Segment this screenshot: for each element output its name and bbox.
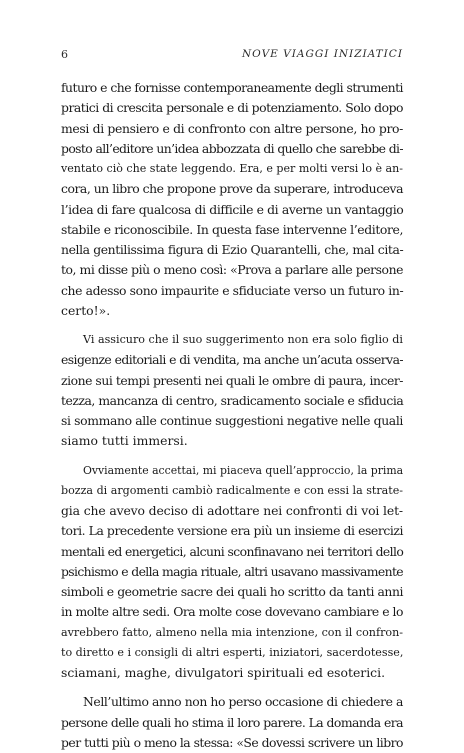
text-line: tori. La precedente versione era più un insieme di esercizi — [61, 523, 404, 539]
text-line: to diretto e i consigli di altri esperti, iniziatori, sacerdotesse, — [61, 645, 404, 659]
text-line: futuro e che fornisse contemporaneamente degli strumenti — [61, 80, 403, 95]
text-line: psichismo e della magia rituale, altri usavano massivamente — [61, 563, 404, 579]
paragraph — [61, 692, 403, 753]
text-line: bozza di argomenti cambiò radicalmente e con essi la strate- — [61, 483, 403, 497]
text-line: in molte altre sedi. Ora molte cose dovevano cambiare e lo — [61, 604, 403, 620]
text-line: mentali ed energetici, alcuni sconfinavano nei territori dello — [61, 543, 404, 559]
text-line: posto all’editore un’idea abbozzata di quello che sarebbe di- — [61, 140, 403, 156]
text-line: mesi di pensiero e di confronto con altre persone, ho pro- — [61, 120, 403, 136]
text-line: si sommano alle continue suggestioni negative nelle quali — [61, 413, 403, 428]
text-line: cora, un libro che propone prove da superare, introduceva — [61, 181, 403, 197]
text-line: Ovviamente accettai, mi piaceva quell’approccio, la prima — [83, 463, 404, 477]
text-line: esigenze editoriali e di vendita, ma anche un’acuta osserva- — [61, 352, 404, 368]
body-text — [61, 78, 403, 753]
text-line: tezza, mancanza di centro, sradicamento sociale e sfiducia — [61, 392, 404, 408]
running-title: NOVE VIAGGI INIZIATICI — [241, 48, 403, 60]
page-header — [61, 48, 403, 62]
text-line: per tutti più o meno la stessa: «Se dovessi scrivere un libro — [61, 734, 403, 750]
text-line: certo!». — [61, 302, 111, 318]
text-line: stabile e riconoscibile. In questa fase intervenne l’editore, — [61, 221, 403, 237]
text-line: pratici di crescita personale e di potenziamento. Solo dopo — [61, 100, 404, 116]
text-line: zione sui tempi presenti nei quali le ombre di paura, incer- — [61, 372, 404, 388]
text-line: sciamani, maghe, divulgatori spirituali ed esoterici. — [61, 665, 386, 680]
paragraph — [61, 78, 403, 321]
text-line: l’idea di fare qualcosa di difficile e di averne un vantaggio — [61, 201, 404, 217]
text-line: siamo tutti immersi. — [61, 433, 188, 449]
paragraph — [61, 330, 403, 452]
text-line: ventato ciò che state leggendo. Era, e per molti versi lo è an- — [61, 162, 403, 175]
text-line: nella gentilissima figura di Ezio Quarantelli, che, mal cita- — [61, 242, 404, 257]
text-line: Vi assicuro che il suo suggerimento non era solo figlio di — [83, 333, 403, 346]
text-line: che adesso sono impaurite e sfiduciate verso un futuro in- — [61, 282, 404, 298]
text-line: avrebbero fatto, almeno nella mia intenzione, con il confron- — [61, 625, 404, 639]
page-number: 6 — [61, 48, 68, 61]
text-line: simboli e geometrie sacre dei quali ho scritto da tanti anni — [61, 584, 404, 599]
text-line: to, mi disse più o meno così: «Prova a parlare alle persone — [61, 262, 403, 278]
text-line: persone delle quali ho stima il loro parere. La domanda era — [61, 714, 403, 730]
text-line: gia che avevo deciso di adottare nei confronti di voi let- — [61, 503, 403, 518]
text-line: Nell’ultimo anno non ho perso occasione di chiedere a — [83, 694, 403, 710]
paragraph — [61, 461, 403, 684]
